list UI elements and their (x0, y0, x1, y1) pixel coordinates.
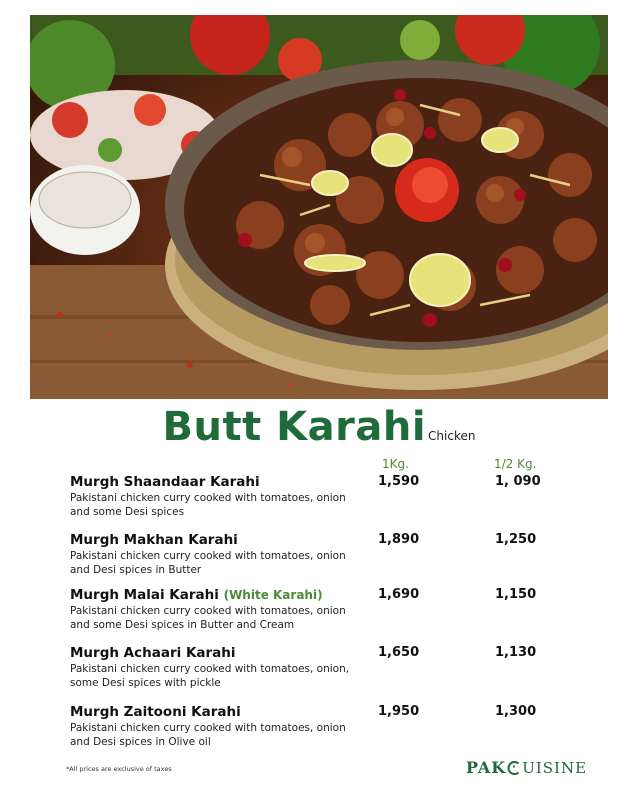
menu-item-description: Pakistani chicken curry cooked with tomatoes, onion, some Desi spices with pickle (70, 663, 350, 689)
page-subtitle: Chicken (428, 429, 476, 443)
menu-item-name: Murgh Zaitooni Karahi (70, 704, 241, 720)
menu-item-price-half-kg: 1,150 (495, 587, 537, 602)
menu-item-price-1kg: 1,650 (378, 645, 420, 660)
menu-item-price-half-kg: 1,250 (495, 532, 537, 547)
logo-text-left: PAK (466, 758, 507, 777)
menu-item-description: Pakistani chicken curry cooked with tomatoes, onion and some Desi spices (70, 492, 346, 518)
column-header-half-kg: 1/2 Kg. (494, 457, 537, 471)
column-header-1kg: 1Kg. (382, 457, 409, 471)
menu-item-price-half-kg: 1,300 (495, 704, 537, 719)
menu-item (70, 645, 630, 690)
menu-item (70, 587, 630, 632)
title-block (0, 404, 638, 450)
menu-item-name: Murgh Achaari Karahi (70, 645, 236, 661)
menu-item-price-1kg: 1,590 (378, 474, 420, 489)
menu-item (70, 704, 630, 749)
menu-item-price-1kg: 1,690 (378, 587, 420, 602)
menu-item-description: Pakistani chicken curry cooked with tomatoes, onion and some Desi spices in Butter and Cream (70, 605, 346, 631)
menu-item-tag: (White Karahi) (223, 588, 323, 602)
menu-item-description: Pakistani chicken curry cooked with tomatoes, onion and Desi spices in Butter (70, 550, 346, 576)
logo-text-right: UISINE (522, 758, 588, 777)
menu-item-price-half-kg: 1,130 (495, 645, 537, 660)
menu-item (70, 474, 630, 519)
karahi-photo (30, 15, 608, 399)
karahi-illustration (30, 15, 608, 399)
menu-item-name: Murgh Malai Karahi (70, 587, 219, 603)
menu-item-description: Pakistani chicken curry cooked with tomatoes, onion and Desi spices in Olive oil (70, 722, 346, 748)
tax-footnote: *All prices are exclusive of taxes (66, 765, 172, 773)
menu-item-name: Murgh Makhan Karahi (70, 532, 238, 548)
logo-c-icon (506, 760, 522, 776)
menu-item-price-1kg: 1,950 (378, 704, 420, 719)
menu-item-name: Murgh Shaandaar Karahi (70, 474, 260, 490)
menu-item (70, 532, 630, 577)
page-title: Butt Karahi (162, 404, 427, 450)
menu-item-price-half-kg: 1, 090 (495, 474, 541, 489)
pak-cuisine-logo (466, 758, 587, 777)
menu-item-name-row (70, 587, 630, 603)
menu-item-price-1kg: 1,890 (378, 532, 420, 547)
